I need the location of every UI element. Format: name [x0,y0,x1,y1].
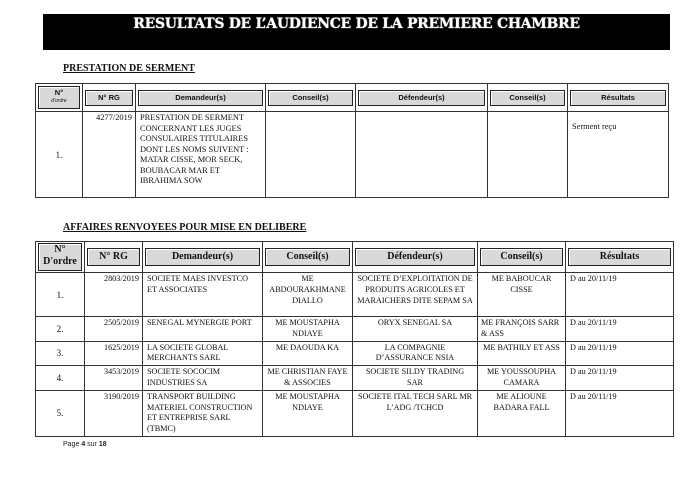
document-title: RESULTATS DE L’AUDIENCE DE LA PREMIERE CHAMBRE [133,16,580,32]
cell-conseil-2: ME FRANÇOIS SARR & ASS [478,317,566,342]
cell-conseil-1: ME MOUSTAPHA NDIAYE [263,317,353,342]
cell-conseil-1: ME ABDOURAKHMANE DIALLO [263,273,353,317]
page-footer [63,441,107,448]
header-resultats-label: Résultats [570,90,666,106]
table-row [36,341,674,366]
cell-demandeur: SOCIETE MAES INVESTCO ET ASSOCIATES [143,273,263,317]
table-header-row [36,242,674,273]
cell-ordre: 1. [36,273,85,317]
header-conseil-2 [478,242,566,273]
cell-demandeur: SENEGAL MYNERGIE PORT [143,317,263,342]
header-resultats-label: Résultats [568,248,671,266]
cell-demandeur: LA SOCIETE GLOBAL MERCHANTS SARL [143,341,263,366]
header-rg-label: N° RG [87,248,140,266]
cell-conseil-2: ME BATHILY ET ASS [478,341,566,366]
cell-resultats: Serment reçu [568,112,669,198]
header-conseil-1 [266,84,356,112]
table-row [36,390,674,436]
cell-defendeur: SOCIETE SILDY TRADING SAR [353,366,478,391]
cell-conseil-2 [488,112,568,198]
cell-ordre: 4. [36,366,85,391]
cell-rg: 3190/2019 [85,390,143,436]
cell-defendeur: ORYX SENEGAL SA [353,317,478,342]
header-ordre-label: N° [54,88,64,97]
cell-ordre: 1. [36,112,83,198]
table-row [36,366,674,391]
header-rg [85,242,143,273]
cell-conseil-1 [266,112,356,198]
header-rg [83,84,136,112]
cell-conseil-1: ME MOUSTAPHA NDIAYE [263,390,353,436]
cell-defendeur: SOCIETE ITAL TECH SARL MR L’ADG /TCHCD [353,390,478,436]
cell-demandeur: TRANSPORT BUILDING MATERIEL CONSTRUCTION ET ENTREPRISE SARL (TBMC) [143,390,263,436]
cell-rg: 3453/2019 [85,366,143,391]
cell-demandeur: PRESTATION DE SERMENT CONCERNANT LES JUGES CONSULAIRES TITULAIRES DONT LES NOMS SUIVENT : MATAR CISSE, MOR SECK, BOUBACAR MAR ET IBRAHIMA SOW [136,112,266,198]
cell-conseil-1: ME DAOUDA KA [263,341,353,366]
cell-ordre: 2. [36,317,85,342]
header-demandeur-label: Demandeur(s) [138,90,263,106]
header-demandeur [143,242,263,273]
header-defendeur [353,242,478,273]
cell-resultats: D au 20/11/19 [566,341,674,366]
header-ordre-sublabel: d'ordre [51,98,67,104]
cell-resultats: D au 20/11/19 [566,366,674,391]
header-conseil-1-label: Conseil(s) [265,248,350,266]
cell-rg: 4277/2019 [83,112,136,198]
page-sep: sur [87,441,97,448]
cell-defendeur [356,112,488,198]
cell-ordre: 5. [36,390,85,436]
section-title-prestation: PRESTATION DE SERMENT [63,63,195,74]
cell-conseil-1: ME CHRISTIAN FAYE & ASSOCIES [263,366,353,391]
header-conseil-2-label: Conseil(s) [490,90,565,106]
page-label: Page [63,441,80,448]
header-demandeur [136,84,266,112]
header-resultats [566,242,674,273]
cell-defendeur: LA COMPAGNIE D’ASSURANCE NSIA [353,341,478,366]
cell-rg: 1625/2019 [85,341,143,366]
header-conseil-2 [488,84,568,112]
header-ordre [36,242,85,273]
header-demandeur-label: Demandeur(s) [145,248,260,266]
cell-rg: 2803/2019 [85,273,143,317]
table-row [36,317,674,342]
table-header-row [36,84,669,112]
header-ordre-sublabel: D'ordre [43,256,77,267]
header-defendeur [356,84,488,112]
delibere-table [35,241,674,437]
cell-demandeur: SOCIETE SOCOCIM INDUSTRIES SA [143,366,263,391]
cell-rg: 2505/2019 [85,317,143,342]
cell-resultats: D au 20/11/19 [566,390,674,436]
header-conseil-1-label: Conseil(s) [268,90,353,106]
header-conseil-1 [263,242,353,273]
section-title-delibere: AFFAIRES RENVOYEES POUR MISE EN DELIBERE [63,222,307,233]
cell-resultats: D au 20/11/19 [566,273,674,317]
cell-resultats: D au 20/11/19 [566,317,674,342]
document-title-banner [43,14,670,50]
header-ordre [36,84,83,112]
page-total: 18 [98,441,107,448]
header-defendeur-label: Défendeur(s) [358,90,485,106]
header-conseil-2-label: Conseil(s) [480,248,563,266]
cell-conseil-2: ME ALIOUNE BADARA FALL [478,390,566,436]
header-defendeur-label: Défendeur(s) [355,248,475,266]
header-resultats [568,84,669,112]
prestation-table [35,83,669,198]
cell-conseil-2: ME YOUSSOUPHA CAMARA [478,366,566,391]
header-ordre-label: N° [54,244,66,255]
page-current: 4 [81,441,86,448]
header-rg-label: N° RG [85,90,133,106]
table-row [36,273,674,317]
cell-conseil-2: ME BABOUCAR CISSE [478,273,566,317]
cell-ordre: 3. [36,341,85,366]
cell-defendeur: SOCIETE D’EXPLOITATION DE PRODUITS AGRICOLES ET MARAICHERS DITE SEPAM SA [353,273,478,317]
table-row [36,112,669,198]
